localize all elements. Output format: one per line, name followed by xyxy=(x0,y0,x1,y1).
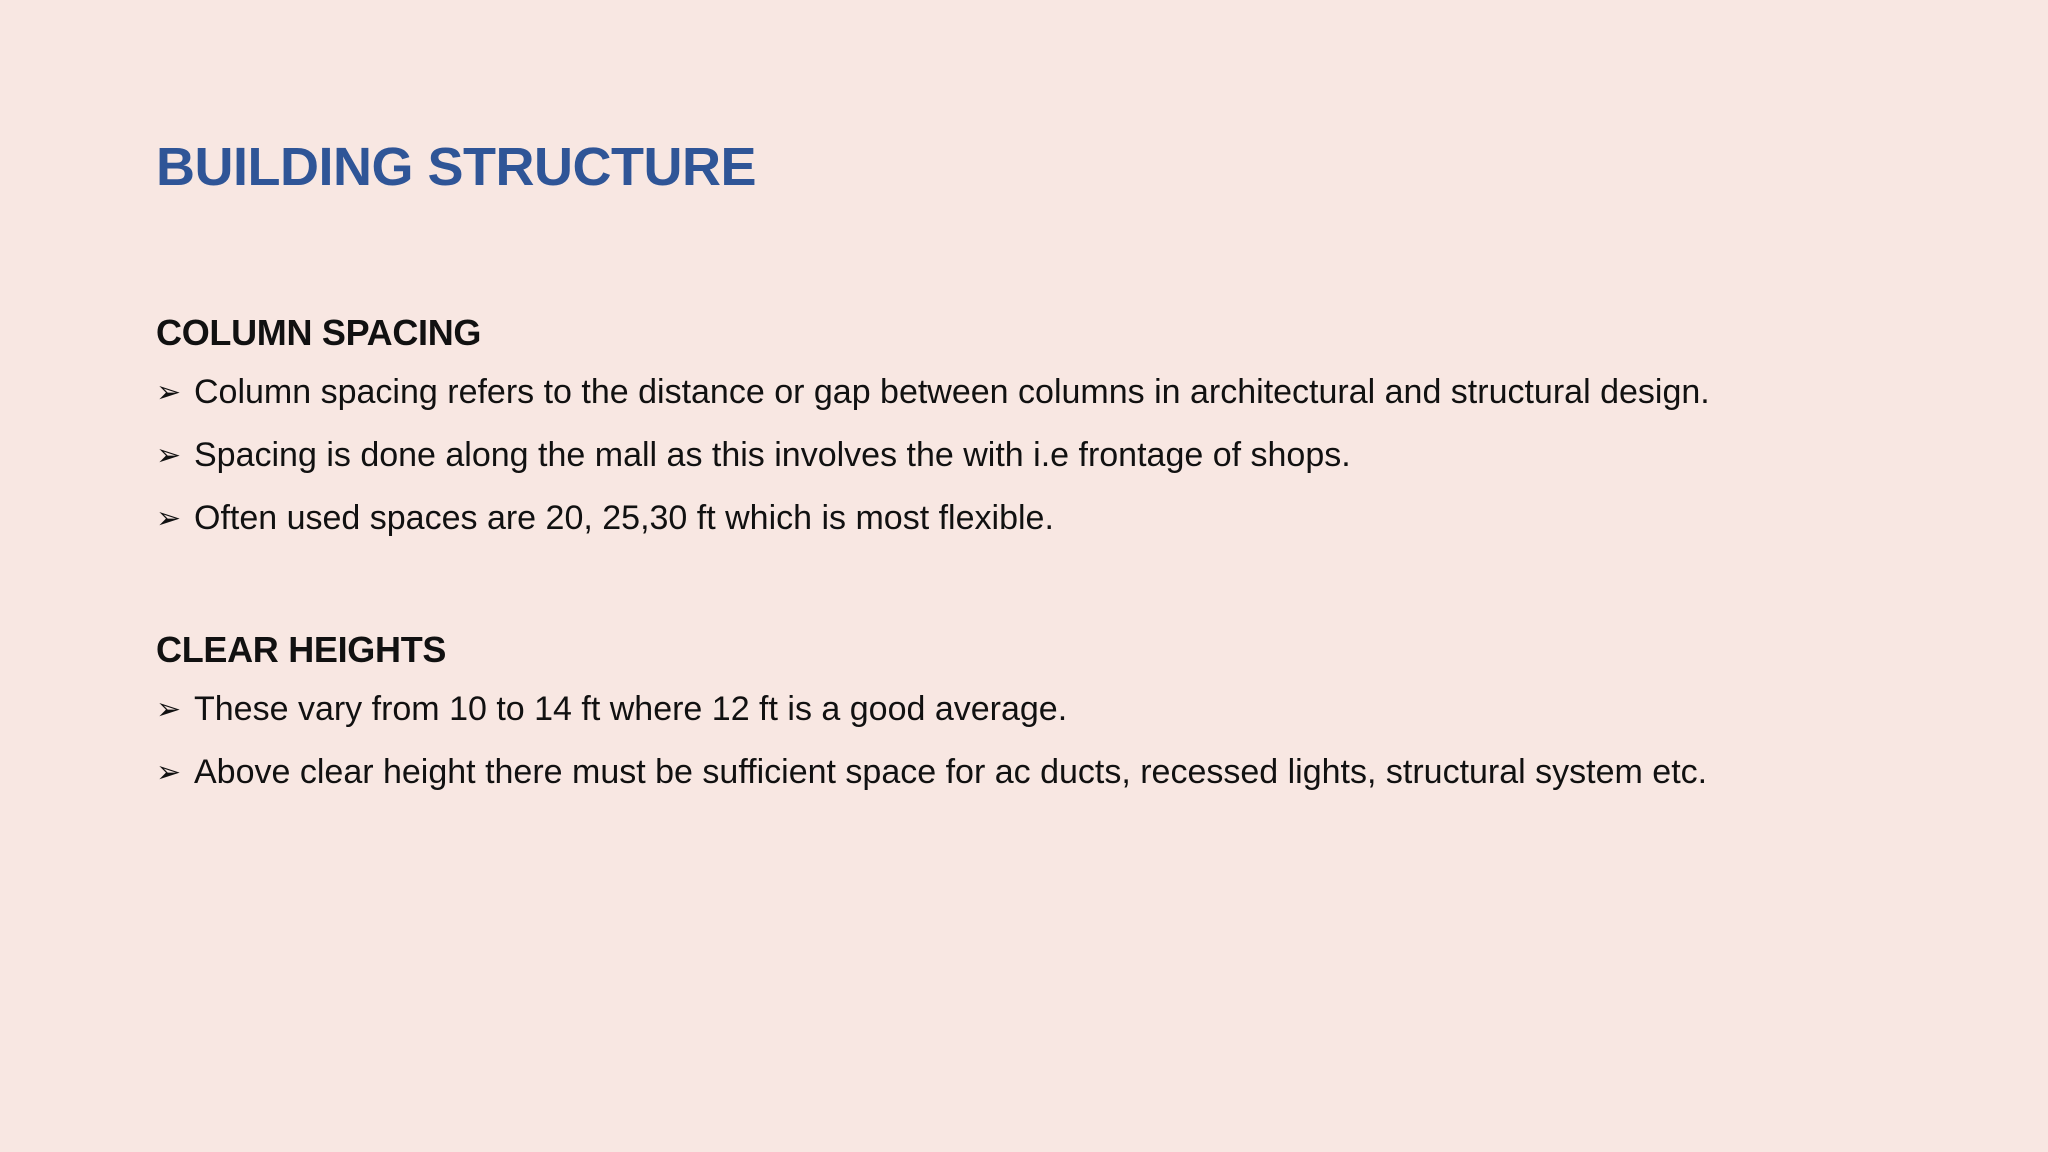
bullet-list xyxy=(156,361,1976,550)
list-item xyxy=(156,487,1976,550)
bullet-text: Above clear height there must be sufficient space for ac ducts, recessed lights, structural system etc. xyxy=(194,753,1708,791)
section-heading: CLEAR HEIGHTS xyxy=(156,629,447,670)
section-clear-heights xyxy=(156,622,1976,804)
list-item xyxy=(156,741,1976,804)
slide-title: BUILDING STRUCTURE xyxy=(156,137,756,197)
bullet-text: These vary from 10 to 14 ft where 12 ft is a good average. xyxy=(194,690,1068,728)
arrowhead-bullet-icon: ➢ xyxy=(156,692,182,726)
list-item xyxy=(156,361,1976,424)
list-item xyxy=(156,424,1976,487)
arrowhead-bullet-icon: ➢ xyxy=(156,501,182,535)
section-column-spacing xyxy=(156,305,1976,550)
bullet-list xyxy=(156,678,1976,804)
section-heading: COLUMN SPACING xyxy=(156,312,482,353)
bullet-text: Column spacing refers to the distance or gap between columns in architectural and structural design. xyxy=(194,373,1710,411)
bullet-text: Spacing is done along the mall as this involves the with i.e frontage of shops. xyxy=(194,436,1351,474)
arrowhead-bullet-icon: ➢ xyxy=(156,375,182,409)
arrowhead-bullet-icon: ➢ xyxy=(156,438,182,472)
bullet-text: Often used spaces are 20, 25,30 ft which is most flexible. xyxy=(194,499,1054,537)
list-item xyxy=(156,678,1976,741)
arrowhead-bullet-icon: ➢ xyxy=(156,755,182,789)
